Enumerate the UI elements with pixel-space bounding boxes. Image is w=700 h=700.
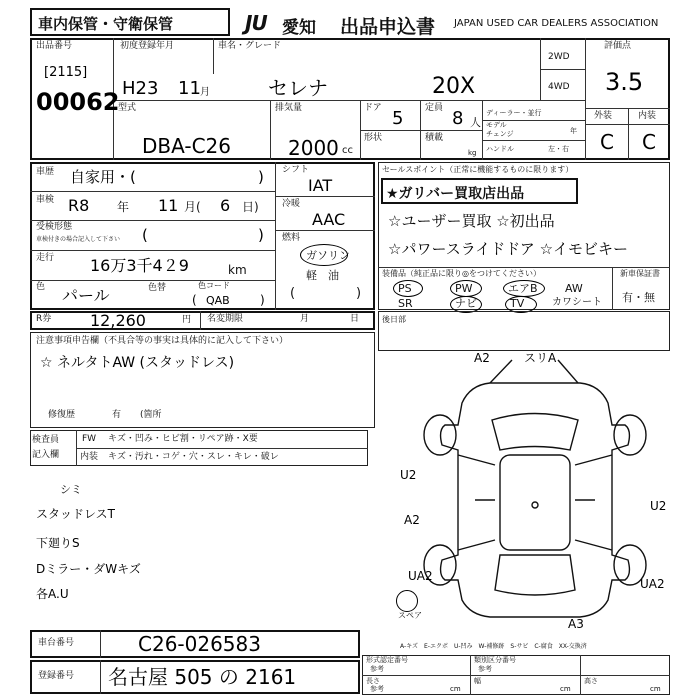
notes-line-1: ☆ ネルタトAW (スタッドレス) <box>40 355 235 371</box>
history-close: ) <box>258 168 264 186</box>
mileage-value: 16万3千4２9 <box>90 256 189 275</box>
shift-value: IAT <box>308 176 333 195</box>
lot-number: 00062 <box>36 88 120 116</box>
color-change-label: 色替 <box>148 283 167 293</box>
rating-score: 3.5 <box>605 68 644 96</box>
inspector-label-1: 検査員 <box>32 435 60 445</box>
spec-width-label: 幅 <box>474 677 481 685</box>
inspector-note-4: Dミラー・ダWキズ <box>36 562 141 576</box>
selling-points-label: セールスポイント（正常に機能するものに限ります） <box>382 165 574 174</box>
spec-height-label: 高さ <box>584 677 598 685</box>
shape-label: 形状 <box>364 133 383 143</box>
model-change-label: モデル <box>486 121 507 129</box>
spec-width-unit: cm <box>560 685 571 693</box>
mileage-label: 走行 <box>36 253 55 263</box>
first-registration-month-unit: 月 <box>200 87 210 98</box>
diagram-mark-right-mid: U2 <box>650 499 667 513</box>
displacement-unit: cc <box>342 145 353 156</box>
color-code-label: 色コード <box>198 281 230 290</box>
equip-airbag: エアB <box>508 282 538 295</box>
logo-region: 愛知 <box>282 18 316 38</box>
capacity-label: 定員 <box>425 103 444 113</box>
inspection-month-unit: 月( <box>184 200 201 214</box>
association-name: JAPAN USED CAR DEALERS ASSOCIATION <box>454 18 659 29</box>
rating-label: 評価点 <box>604 41 632 51</box>
spec-height-unit: cm <box>650 685 661 693</box>
fuel-label: 燃料 <box>282 233 301 243</box>
dealer-label: ディーラー・並行 <box>486 109 542 117</box>
fuel-close: ) <box>356 286 362 301</box>
inspector-row1-items: キズ・凹み・ヒビ割・リペア跡・X要 <box>108 434 258 444</box>
inspector-note-5: 各A.U <box>36 587 69 601</box>
displacement-value: 2000 <box>288 136 339 160</box>
equipment-label: 装備品（純正品に限り◎をつけてください） <box>382 269 541 278</box>
inspector-note-2: スタッドレスT <box>36 507 115 521</box>
handle-options: 左・右 <box>548 145 569 153</box>
equip-tv: TV <box>510 297 525 310</box>
fuel-gasoline-circle <box>300 244 348 266</box>
car-name: セレナ <box>268 76 328 100</box>
spare-label: スペア <box>398 611 422 620</box>
handle-label: ハンドル <box>486 145 514 153</box>
fuel-gasoline: ガソリン <box>306 249 350 262</box>
top-grid <box>30 38 670 160</box>
warranty-options: 有・無 <box>622 291 655 304</box>
lot-label: 出品番号 <box>36 41 73 51</box>
history-label: 車歴 <box>36 167 55 177</box>
inspector-note-3: 下廻りS <box>36 536 80 550</box>
inspector-row2-items: キズ・汚れ・コゲ・穴・スレ・キレ・破レ <box>108 452 279 462</box>
drive-4wd: 4WD <box>548 82 570 92</box>
acceptance-label: 受検形態 <box>36 222 73 232</box>
chassis-value: C26-026583 <box>138 632 261 656</box>
diagram-mark-left-mid: A2 <box>404 513 420 527</box>
diagram-mark-left-lower: UA2 <box>408 569 433 583</box>
spec-length-label: 長さ <box>366 677 380 685</box>
change-label: チェンジ <box>486 130 514 138</box>
car-name-label: 車名・グレード <box>218 41 282 51</box>
first-registration-label: 初度登録年月 <box>120 41 175 51</box>
notes-label: 注意事項申告欄（不具合等の事実は具体的に記入して下さい） <box>36 336 289 346</box>
repair-value: 有 <box>112 410 122 420</box>
recycle-label: R券 <box>36 314 52 324</box>
diagram-mark-left-upper: U2 <box>400 468 417 482</box>
load-label: 積載 <box>425 133 444 143</box>
inspector-label-2: 記入欄 <box>32 450 60 460</box>
recycle-row <box>30 311 375 330</box>
name-change-month: 月 <box>300 314 310 324</box>
first-registration-month: 11 <box>178 78 201 99</box>
selling-line-2: ☆パワースライドドア ☆イモビキー <box>388 240 629 258</box>
registration-value: 名古屋 505 の 2161 <box>108 665 297 689</box>
diagram-mark-bottom: A3 <box>568 617 584 631</box>
spec-row1-label: 形式認定番号 <box>366 656 408 664</box>
mileage-unit: km <box>228 263 247 277</box>
equip-leather: カワシート <box>552 297 602 308</box>
inspection-day: 6 <box>220 196 231 215</box>
exterior-value: C <box>600 130 614 154</box>
acceptance-close: ) <box>258 226 264 244</box>
color-label: 色 <box>36 282 46 292</box>
color-code-open: ( <box>192 293 197 307</box>
history-value: 自家用・( <box>70 168 136 186</box>
rear-label: 後日部 <box>382 315 406 324</box>
lot-bracket-number: [2115] <box>44 65 88 80</box>
equip-aw: AW <box>565 282 583 295</box>
car-diagram <box>400 355 670 625</box>
storage-tag: 車内保管・守衛保管 <box>38 15 174 33</box>
selling-banner: ★ガリバー買取店出品 <box>386 186 525 202</box>
acceptance-open: ( <box>142 226 148 244</box>
spec-row2-sub: 参考 <box>478 665 492 673</box>
repair-label: 修復歴 <box>48 410 76 420</box>
inspection-era: R8 <box>68 196 90 215</box>
diagram-mark-right-lower: UA2 <box>640 577 665 591</box>
interior-label: 内装 <box>638 111 657 121</box>
registration-label: 登録番号 <box>38 671 75 681</box>
inspection-day-unit: 日) <box>242 200 259 214</box>
load-unit: kg <box>468 149 477 157</box>
doors-value: 5 <box>392 108 404 129</box>
ju-logo: JU <box>245 11 267 35</box>
model-value: DBA-C26 <box>142 134 231 158</box>
inspector-row2-label: 内装 <box>80 452 99 462</box>
form-title: 出品申込書 <box>340 16 436 38</box>
capacity-unit: 人 <box>470 116 481 129</box>
equip-pw: PW <box>455 282 473 295</box>
repair-place: (箇所 <box>140 410 162 420</box>
spec-ref: 参考 <box>370 685 384 693</box>
displacement-label: 排気量 <box>275 103 303 113</box>
inspection-month: 11 <box>158 196 179 215</box>
spec-row1-sub: 参考 <box>370 665 384 673</box>
car-grade: 20X <box>432 74 476 99</box>
equip-navi: ナビ <box>455 297 477 310</box>
chassis-label: 車台番号 <box>38 638 75 648</box>
first-registration-era: H23 <box>122 78 159 99</box>
diagram-mark-top-right: スリA <box>524 351 557 365</box>
interior-value: C <box>642 130 656 154</box>
doors-label: ドア <box>364 103 382 113</box>
inspection-year-unit: 年 <box>117 200 130 214</box>
recycle-unit: 円 <box>182 315 192 325</box>
shift-label: シフト <box>282 165 310 175</box>
spec-row2-label: 類別区分番号 <box>474 656 516 664</box>
color-code-close: ) <box>260 293 265 307</box>
drive-2wd: 2WD <box>548 52 570 62</box>
exterior-label: 外装 <box>594 111 613 121</box>
aircon-label: 冷暖 <box>282 199 301 209</box>
color-code-value: QAB <box>206 294 230 307</box>
capacity-value: 8 <box>452 108 464 129</box>
spare-tire <box>396 590 418 612</box>
equip-ps: PS <box>398 282 412 295</box>
change-year-unit: 年 <box>570 127 577 135</box>
name-change-day: 日 <box>350 314 360 324</box>
acceptance-note: 車検付きの場合記入して下さい <box>36 236 121 243</box>
inspector-note-1: シミ <box>60 483 82 496</box>
selling-line-1: ☆ユーザー買取 ☆初出品 <box>388 212 555 230</box>
notes-block <box>30 332 375 428</box>
name-change-label: 名変期限 <box>207 314 244 324</box>
recycle-value: 12,260 <box>90 311 146 330</box>
inspector-row1-label: FW <box>82 434 97 444</box>
rear-block <box>378 311 670 351</box>
warranty-label: 新車保証書 <box>620 269 660 278</box>
model-label: 型式 <box>118 103 137 113</box>
inspection-label: 車検 <box>36 195 55 205</box>
diagram-mark-top-left: A2 <box>474 351 490 365</box>
aircon-value: AAC <box>312 210 346 229</box>
fuel-diesel: 軽 油 <box>306 269 339 282</box>
spec-length-unit: cm <box>450 685 461 693</box>
fuel-open: ( <box>290 286 296 301</box>
color-value: パール <box>62 286 110 305</box>
damage-legend: A-キズ E-エクボ U-凹み W-補修跡 S-サビ C-腐食 XX-交換済 <box>400 643 587 650</box>
equip-sr: SR <box>398 297 413 310</box>
